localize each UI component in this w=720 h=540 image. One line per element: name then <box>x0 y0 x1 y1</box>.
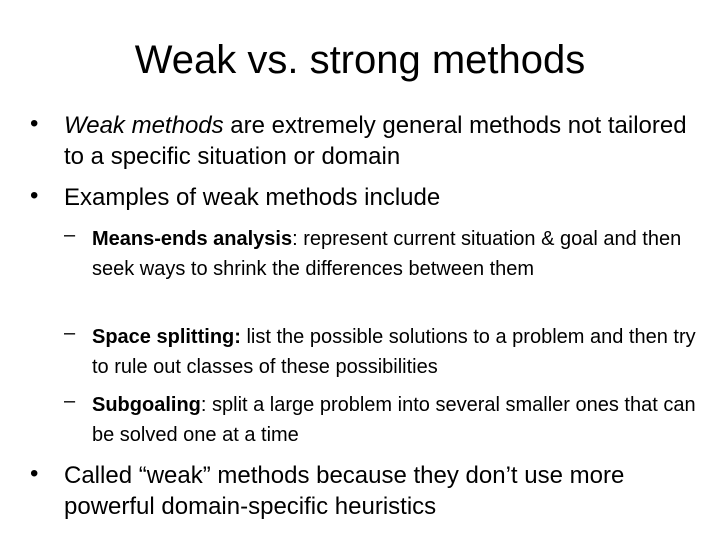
subbullet-rest: list the possible solutions to a problem and then try to rule out classes of these possibilities <box>92 326 696 378</box>
subbullet-space-splitting <box>64 322 704 382</box>
subbullet-text <box>92 224 704 284</box>
bullet-weak-methods <box>30 110 702 172</box>
bullet-examples <box>30 182 702 213</box>
bullet-lead: Weak methods <box>64 112 224 139</box>
bullet-rest: are extremely general methods not tailored to a specific situation or domain <box>64 112 687 170</box>
bullet-dot: • <box>30 110 39 137</box>
subbullet-term: Space splitting: <box>92 326 241 348</box>
subbullet-dash: – <box>64 390 76 412</box>
subbullet-subgoaling <box>64 390 704 450</box>
slide-title: Weak vs. strong methods <box>134 38 586 82</box>
subbullet-term: Means-ends analysis <box>92 228 293 250</box>
bullet-text: Examples of weak methods include <box>64 184 441 211</box>
subbullet-rest: : split a large problem into several smaller ones that can be solved one at a time <box>92 394 696 446</box>
subbullet-text <box>92 390 704 450</box>
subbullet-means-ends <box>64 224 704 284</box>
subbullet-term: Subgoaling <box>92 394 201 416</box>
bullet-text <box>64 110 702 172</box>
bullet-called-weak <box>30 460 702 522</box>
bullet-dot: • <box>30 182 39 209</box>
subbullet-dash: – <box>64 322 76 344</box>
bullet-text: Called “weak” methods because they don’t use more powerful domain-specific heuristics <box>64 462 625 520</box>
bullet-dot: • <box>30 460 39 487</box>
subbullet-text <box>92 322 704 382</box>
subbullet-rest: : represent current situation & goal and then seek ways to shrink the differences between them <box>92 228 682 280</box>
subbullet-dash: – <box>64 224 76 246</box>
